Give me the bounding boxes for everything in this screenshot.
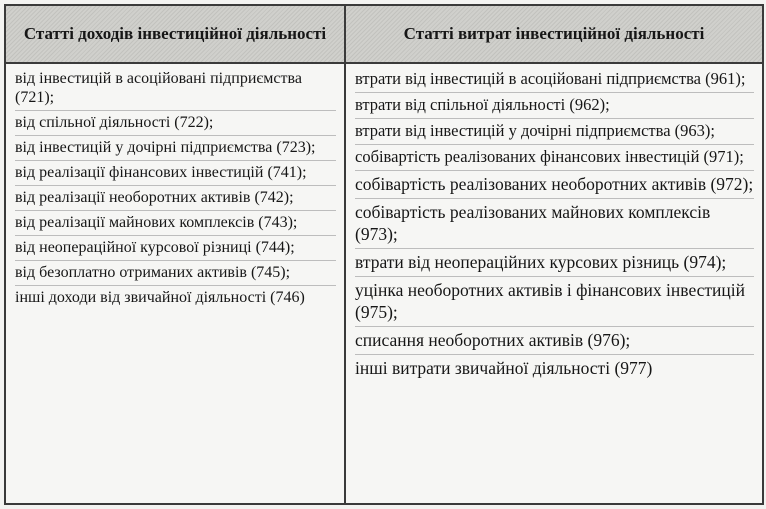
list-item: від реалізації фінансових інвестицій (741); — [15, 163, 336, 186]
list-item: від неопераційної курсової різниці (744); — [15, 238, 336, 261]
list-item: втрати від інвестицій в асоційовані підприємства (961); — [355, 69, 754, 93]
list-item: інші доходи від звичайної діяльності (746) — [15, 289, 305, 306]
investment-activity-table — [4, 4, 764, 505]
list-item: собівартість реалізованих майнових комплексів (973); — [355, 201, 754, 249]
list-item: від спільної діяльності (722); — [15, 113, 336, 136]
header-row — [5, 5, 763, 63]
expenses-column-header: Статті витрат інвестиційної діяльності — [345, 5, 763, 63]
list-item: втрати від інвестицій у дочірні підприємства (963); — [355, 121, 754, 145]
income-cell — [5, 63, 345, 504]
income-column-header: Статті доходів інвестиційної діяльності — [5, 5, 345, 63]
list-item: від реалізації майнових комплексів (743); — [15, 213, 336, 236]
list-item: собівартість реалізованих фінансових інвестицій (971); — [355, 147, 754, 171]
list-item: списання необоротних активів (976); — [355, 329, 754, 355]
list-item: втрати від спільної діяльності (962); — [355, 95, 754, 119]
list-item: уцінка необоротних активів і фінансових інвестицій (975); — [355, 279, 754, 327]
list-item: собівартість реалізованих необоротних активів (972); — [355, 173, 754, 199]
list-item: інші витрати звичайної діяльності (977) — [355, 358, 653, 378]
list-item: від інвестицій в асоційовані підприємства (721); — [15, 69, 336, 111]
content-row — [5, 63, 763, 504]
income-list — [15, 69, 336, 310]
list-item: від реалізації необоротних активів (742); — [15, 188, 336, 211]
list-item: від інвестицій у дочірні підприємства (723); — [15, 138, 336, 161]
expenses-list — [355, 69, 754, 382]
list-item: втрати від неопераційних курсових різниць (974); — [355, 251, 754, 277]
expenses-cell — [345, 63, 763, 504]
list-item: від безоплатно отриманих активів (745); — [15, 263, 336, 286]
